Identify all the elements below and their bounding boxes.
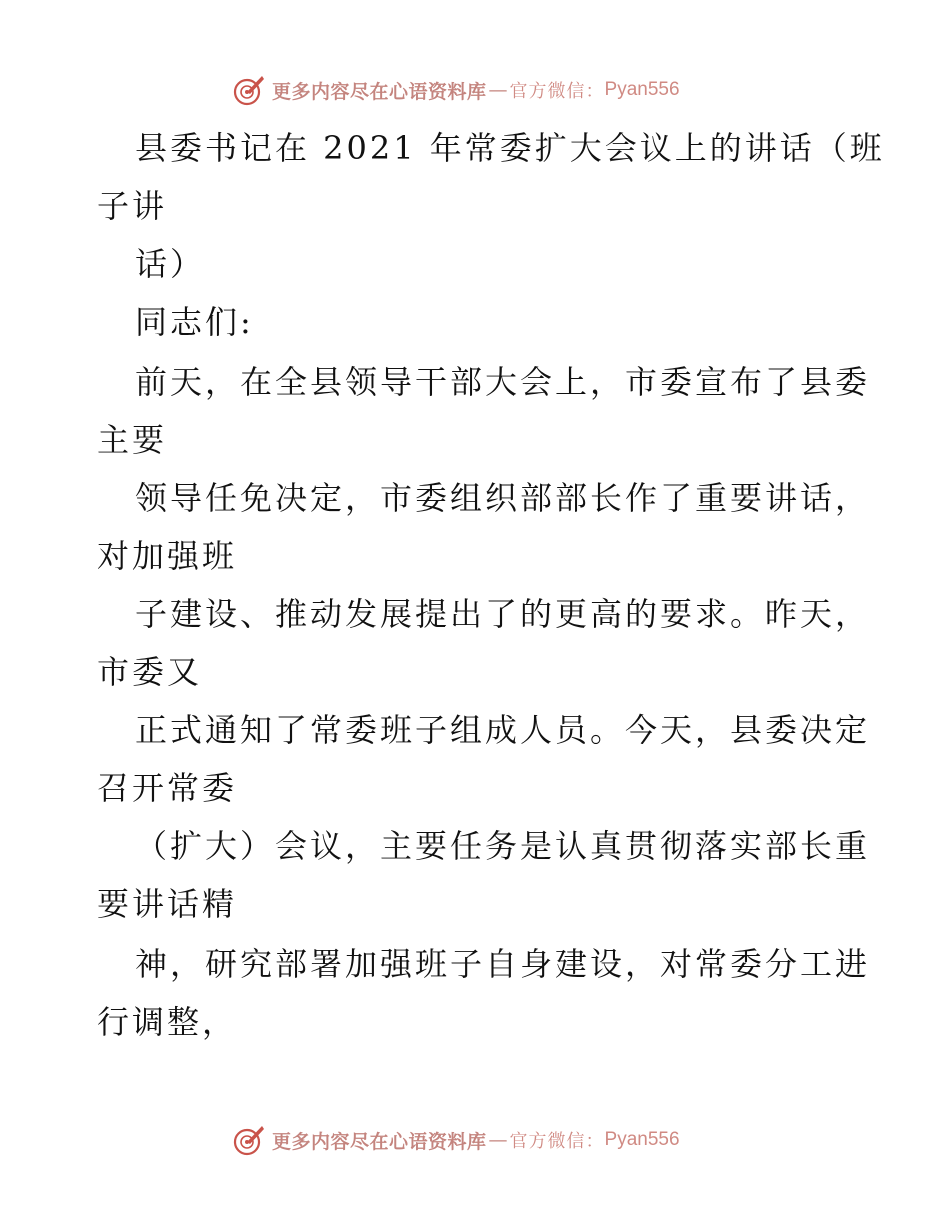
banner-slogan: 更多内容尽在心语资料库 — [272, 80, 487, 103]
paragraph-line: 前天，在全县领导干部大会上，市委宣布了县委 — [135, 363, 871, 401]
paragraph-line: 对加强班 — [97, 537, 238, 575]
paragraph-line: 子建设、推动发展提出了的更高的要求。昨天， — [135, 595, 871, 633]
title-line-3: 话） — [135, 245, 206, 283]
paragraph-line: 领导任免决定，市委组织部部长作了重要讲话， — [135, 479, 871, 517]
paragraph-line: （扩大）会议，主要任务是认真贯彻落实部长重 — [135, 827, 871, 865]
footer-banner — [232, 1120, 680, 1160]
quill-logo-icon — [232, 73, 266, 107]
salutation: 同志们: — [135, 303, 254, 341]
banner-slogan: 更多内容尽在心语资料库 — [272, 1130, 487, 1153]
banner-wechat-label: 官方微信： — [509, 1131, 605, 1152]
paragraph-line: 行调整， — [97, 1003, 238, 1041]
banner-wechat-id: Pyan556 — [604, 79, 680, 100]
banner-separator: — — [488, 79, 508, 101]
title-line-2: 子讲 — [97, 187, 168, 225]
banner-wechat-id: Pyan556 — [604, 1129, 680, 1150]
paragraph-line: 要讲话精 — [97, 885, 238, 923]
banner-wechat-label: 官方微信： — [509, 81, 605, 102]
title-line-1: 县委书记在 2021 年常委扩大会议上的讲话（班 — [135, 129, 885, 167]
quill-logo-icon — [232, 1123, 266, 1157]
paragraph-line: 正式通知了常委班子组成人员。今天，县委决定 — [135, 711, 871, 749]
header-banner — [232, 70, 680, 110]
banner-separator: — — [488, 1129, 508, 1151]
paragraph-line: 召开常委 — [97, 769, 238, 807]
paragraph-line: 主要 — [97, 421, 168, 459]
paragraph-line: 市委又 — [97, 653, 203, 691]
paragraph-line: 神，研究部署加强班子自身建设，对常委分工进 — [135, 945, 871, 983]
